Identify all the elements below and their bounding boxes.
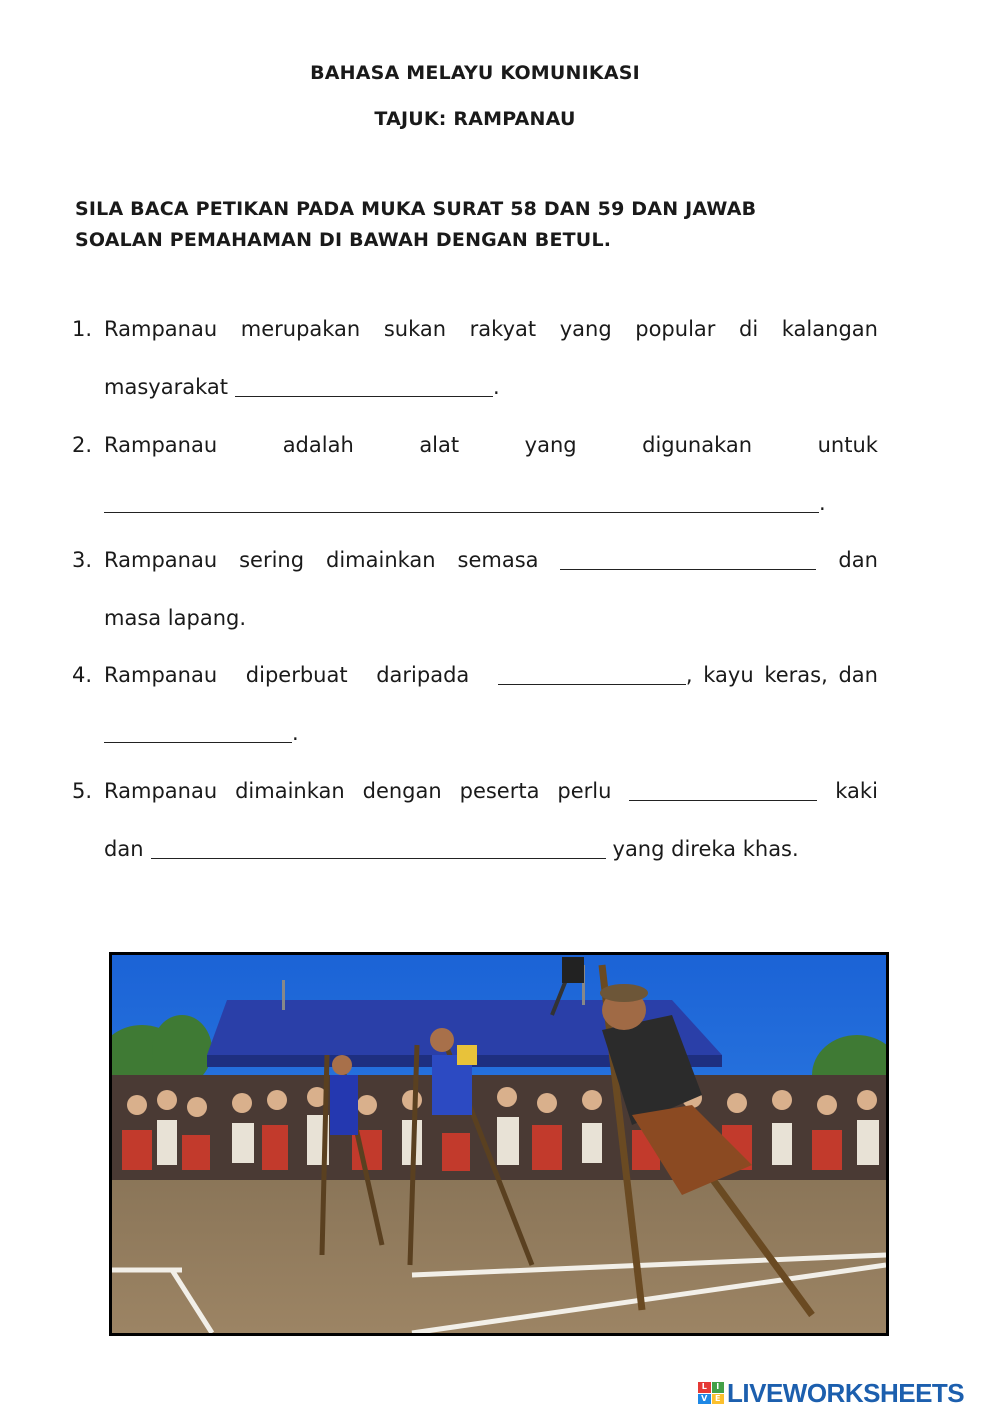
punctuation: . <box>292 721 299 745</box>
word: dan <box>838 548 878 572</box>
instruction-line-2: SOALAN PEMAHAMAN DI BAWAH DENGAN BETUL. <box>75 229 612 251</box>
question-number: 5. <box>72 779 93 803</box>
question-number: 2. <box>72 433 93 457</box>
word: perlu <box>557 779 612 803</box>
worksheet-subject-title: BAHASA MELAYU KOMUNIKASI <box>310 62 640 84</box>
word: Rampanau <box>104 433 218 457</box>
answer-blank-1[interactable] <box>235 374 493 397</box>
question-number: 1. <box>72 317 93 341</box>
question-5-line-2 <box>104 834 878 864</box>
word: peserta <box>459 779 540 803</box>
question-number: 3. <box>72 548 93 572</box>
liveworksheets-text: LIVEWORKSHEETS <box>727 1377 965 1408</box>
question-number: 4. <box>72 663 93 687</box>
word: merupakan <box>240 317 361 341</box>
word: sukan <box>383 317 447 341</box>
word: daripada <box>376 663 470 687</box>
question-1-line-2 <box>104 372 878 402</box>
instruction-line-1: SILA BACA PETIKAN PADA MUKA SURAT 58 DAN 59 DAN JAWAB <box>75 198 757 220</box>
word: Rampanau <box>104 663 218 687</box>
answer-blank-4b[interactable] <box>104 720 292 743</box>
question-2-line-1 <box>72 430 878 460</box>
question-2-line-2 <box>104 488 878 518</box>
word: kaki <box>835 779 878 803</box>
answer-blank-3[interactable] <box>560 547 816 570</box>
stilt-race-photo <box>109 952 889 1336</box>
crowd <box>112 1075 886 1180</box>
word: yang <box>524 433 577 457</box>
question-3-line-1 <box>72 545 878 575</box>
question-1-line-1 <box>72 314 878 344</box>
word: diperbuat <box>245 663 348 687</box>
word: masa lapang. <box>104 606 247 630</box>
question-5-line-1 <box>72 776 878 806</box>
worksheet-topic-title: TAJUK: RAMPANAU <box>374 108 576 130</box>
question-4-line-2 <box>104 718 878 748</box>
answer-blank-4a[interactable] <box>498 662 686 685</box>
word: dimainkan <box>326 548 436 572</box>
question-4-line-1 <box>72 660 878 690</box>
word: Rampanau <box>104 548 218 572</box>
word: alat <box>419 433 460 457</box>
answer-blank-5b[interactable] <box>151 836 606 859</box>
word: semasa <box>457 548 539 572</box>
word: masyarakat <box>104 375 228 399</box>
word: rakyat <box>469 317 537 341</box>
word: dimainkan <box>235 779 345 803</box>
word: digunakan <box>642 433 753 457</box>
punctuation: . <box>819 491 826 515</box>
word: untuk <box>817 433 878 457</box>
word: yang <box>559 317 612 341</box>
word: popular <box>635 317 716 341</box>
word: kalangan <box>781 317 878 341</box>
question-3-line-2 <box>104 603 878 633</box>
word: dengan <box>362 779 442 803</box>
word: yang direka khas. <box>612 837 799 861</box>
word: di <box>739 317 759 341</box>
word: sering <box>239 548 305 572</box>
answer-blank-5a[interactable] <box>629 778 817 801</box>
answer-blank-2[interactable] <box>104 490 819 513</box>
liveworksheets-logo-icon: L I V E <box>698 1382 724 1404</box>
word: , kayu keras, dan <box>685 663 878 687</box>
word: adalah <box>282 433 354 457</box>
word: Rampanau <box>104 317 218 341</box>
word: dan <box>104 837 144 861</box>
word: Rampanau <box>104 779 218 803</box>
liveworksheets-watermark <box>698 1378 964 1408</box>
punctuation: . <box>492 375 500 399</box>
